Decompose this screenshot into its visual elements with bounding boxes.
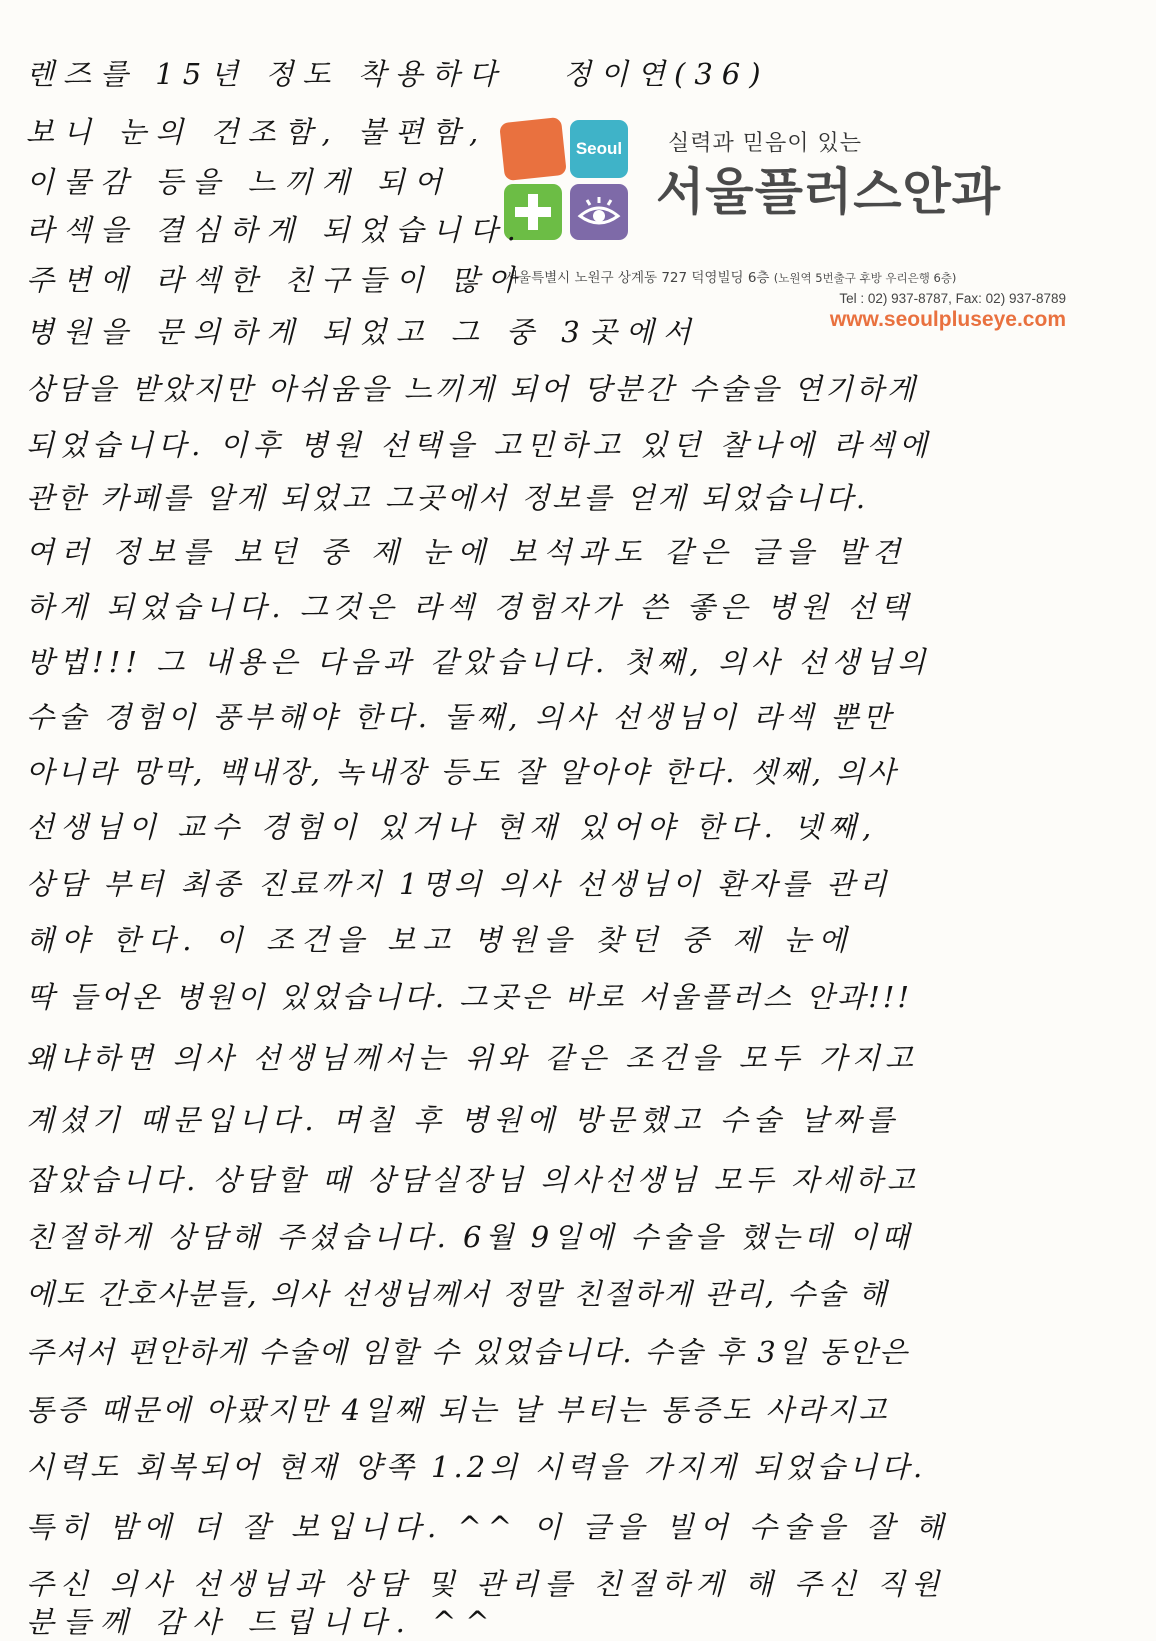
letter-line: 잡았습니다. 상담할 때 상담실장님 의사선생님 모두 자세하고 <box>26 1163 919 1197</box>
letter-line: 아니라 망막, 백내장, 녹내장 등도 잘 알아야 한다. 셋째, 의사 <box>26 755 899 789</box>
letter-line: 통증 때문에 아팠지만 4일째 되는 날 부터는 통증도 사라지고 <box>26 1393 890 1427</box>
letter-line: 되었습니다. 이후 병원 선택을 고민하고 있던 찰나에 라섹에 <box>26 428 933 462</box>
letter-line: 해야 한다. 이 조건을 보고 병원을 찾던 중 제 눈에 <box>26 923 854 957</box>
letter-line: 보니 눈의 건조함, 불편함, <box>26 115 488 149</box>
eye-icon <box>576 194 622 232</box>
letter-line: 주신 의사 선생님과 상담 및 관리를 친절하게 해 주신 직원 <box>26 1567 946 1601</box>
letter-line: 관한 카페를 알게 되었고 그곳에서 정보를 얻게 되었습니다. <box>26 481 869 515</box>
letter-line: 상담을 받았지만 아쉬움을 느끼게 되어 당분간 수술을 연기하게 <box>26 372 918 406</box>
clinic-tagline: 실력과 믿음이 있는 <box>668 131 863 156</box>
logo-seoul-text: Seoul <box>575 139 623 158</box>
letter-line: 주셔서 편안하게 수술에 임할 수 있었습니다. 수술 후 3일 동안은 <box>26 1335 909 1369</box>
clinic-website: www.seoulpluseye.com <box>829 308 1066 331</box>
letter-line: 특히 밤에 더 잘 보입니다. ^^ 이 글을 빌어 수술을 잘 해 <box>26 1510 950 1544</box>
letter-line: 시력도 회복되어 현재 양쪽 1.2의 시력을 가지게 되었습니다. <box>26 1450 927 1484</box>
letter-line: 상담 부터 최종 진료까지 1명의 의사 선생님이 환자를 관리 <box>26 867 891 901</box>
letter-line: 병원을 문의하게 되었고 그 중 3곳에서 <box>26 315 700 349</box>
letter-line: 분들께 감사 드립니다. ^^ <box>26 1605 499 1639</box>
clinic-contact: Tel : 02) 937-8787, Fax: 02) 937-8789 <box>839 291 1066 306</box>
letter-line: 수술 경험이 풍부해야 한다. 둘째, 의사 선생님이 라섹 뿐만 <box>26 700 895 734</box>
letter-line: 라섹을 결심하게 되었습니다. <box>26 213 525 247</box>
letter-line: 계셨기 때문입니다. 며칠 후 병원에 방문했고 수술 날짜를 <box>26 1103 900 1137</box>
letter-author: 정이연(36) <box>563 57 770 91</box>
clinic-name: 서울플러스안과 <box>656 163 1002 221</box>
letter-line: 주변에 라섹한 친구들이 많아 <box>26 263 525 297</box>
letter-line: 딱 들어온 병원이 있었습니다. 그곳은 바로 서울플러스 안과!!! <box>26 980 913 1014</box>
logo-orange-square <box>499 117 567 181</box>
address-main: 서울특별시 노원구 상계동 727 덕영빌딩 6층 <box>505 270 770 286</box>
letter-line: 에도 간호사분들, 의사 선생님께서 정말 친절하게 관리, 수술 해 <box>26 1277 889 1311</box>
address-detail: (노원역 5번출구 후방 우리은행 6층) <box>773 271 957 285</box>
letter-line: 하게 되었습니다. 그것은 라섹 경험자가 쓴 좋은 병원 선택 <box>26 590 914 624</box>
letter-line: 여러 정보를 보던 중 제 눈에 보석과도 같은 글을 발견 <box>26 535 908 569</box>
letter-line: 방법!!! 그 내용은 다음과 같았습니다. 첫째, 의사 선생님의 <box>26 645 931 679</box>
plus-icon-vertical <box>528 194 538 230</box>
letter-line: 친절하게 상담해 주셨습니다. 6월 9일에 수술을 했는데 이때 <box>26 1220 913 1254</box>
letter-line: 선생님이 교수 경험이 있거나 현재 있어야 한다. 넷째, <box>26 810 878 844</box>
letter-line: 왜냐하면 의사 선생님께서는 위와 같은 조건을 모두 가지고 <box>26 1041 918 1075</box>
clinic-address <box>505 266 956 286</box>
letter-line: 렌즈를 15년 정도 착용하다 <box>26 57 506 91</box>
letter-line: 이물감 등을 느끼게 되어 <box>26 165 451 199</box>
